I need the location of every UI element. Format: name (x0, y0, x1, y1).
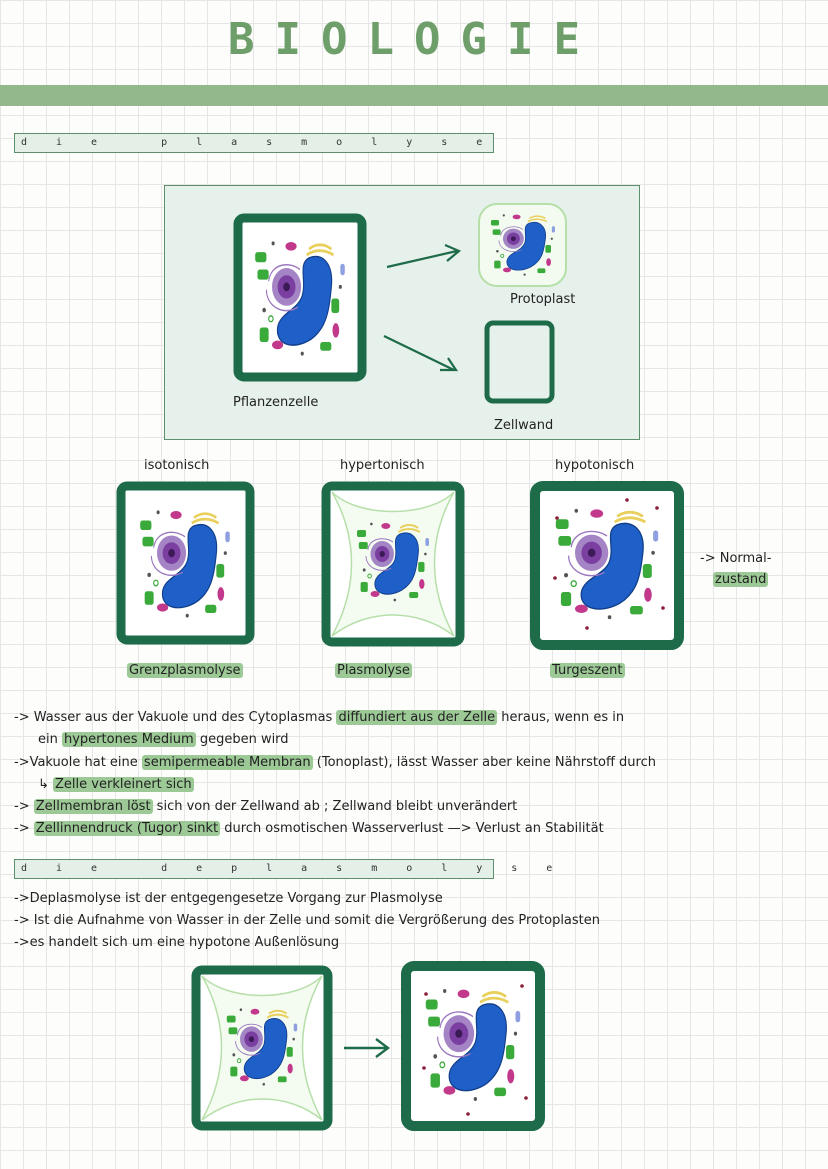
note2-line-2: -> Ist die Aufnahme von Wasser in der Zelle und somit die Vergrößerung des Protoplasten (14, 913, 601, 928)
note-line-2: ein hypertones Medium gegeben wird (38, 732, 289, 747)
protoplast-drawing (475, 200, 570, 290)
heading-isotonisch: isotonisch (144, 458, 210, 473)
heading-hypertonisch: hypertonisch (340, 458, 425, 473)
arrow-to-protoplast (385, 245, 465, 275)
page-title: BIOLOGIE (228, 14, 600, 65)
title-bar (0, 85, 828, 106)
note-line-1: -> Wasser aus der Vakuole und des Cytoplasmas diffundiert aus der Zelle heraus, wenn es in (14, 710, 625, 725)
label-plant-cell: Pflanzenzelle (233, 395, 319, 410)
note-line-6: -> Zellinnendruck (Tugor) sinkt durch osmotischen Wasserverlust —> Verlust an Stabilität (14, 821, 604, 836)
normal-note-line1: -> Normal- (700, 551, 772, 566)
label-protoplast: Protoplast (510, 292, 576, 307)
arrow-deplasmolyse (342, 1036, 392, 1060)
note-line-4: ↳ Zelle verkleinert sich (38, 777, 192, 792)
heading-hypotonisch: hypotonisch (555, 458, 635, 473)
cellwall-drawing (482, 318, 557, 406)
normal-note-line2: zustand (715, 572, 767, 587)
label-cellwall: Zellwand (494, 418, 554, 433)
cell-turgid (398, 958, 548, 1134)
cell-plasmolysed (188, 962, 336, 1134)
label-turgeszent: Turgeszent (552, 663, 623, 678)
cell-isotonic (113, 478, 258, 648)
note2-line-1: ->Deplasmolyse ist der entgegengesetze Vorgang zur Plasmolyse (14, 891, 443, 906)
note-line-5: -> Zellmembran löst sich von der Zellwand ab ; Zellwand bleibt unverändert (14, 799, 518, 814)
note2-line-3: ->es handelt sich um eine hypotone Außenlösung (14, 935, 340, 950)
arrow-to-cellwall (382, 332, 462, 377)
label-plasmolyse: Plasmolyse (337, 663, 410, 678)
section-heading-plasmolyse: die plasmolyse (14, 133, 494, 153)
label-grenzplasmolyse: Grenzplasmolyse (129, 663, 241, 678)
cell-hypotonic (527, 478, 687, 653)
section-heading-deplasmolyse: die deplasmolyse (14, 859, 494, 879)
cell-hypertonic (318, 478, 468, 650)
note-line-3: ->Vakuole hat eine semipermeable Membran (Tonoplast), lässt Wasser aber keine Nährstoff durch (14, 755, 656, 770)
plant-cell (230, 210, 370, 385)
